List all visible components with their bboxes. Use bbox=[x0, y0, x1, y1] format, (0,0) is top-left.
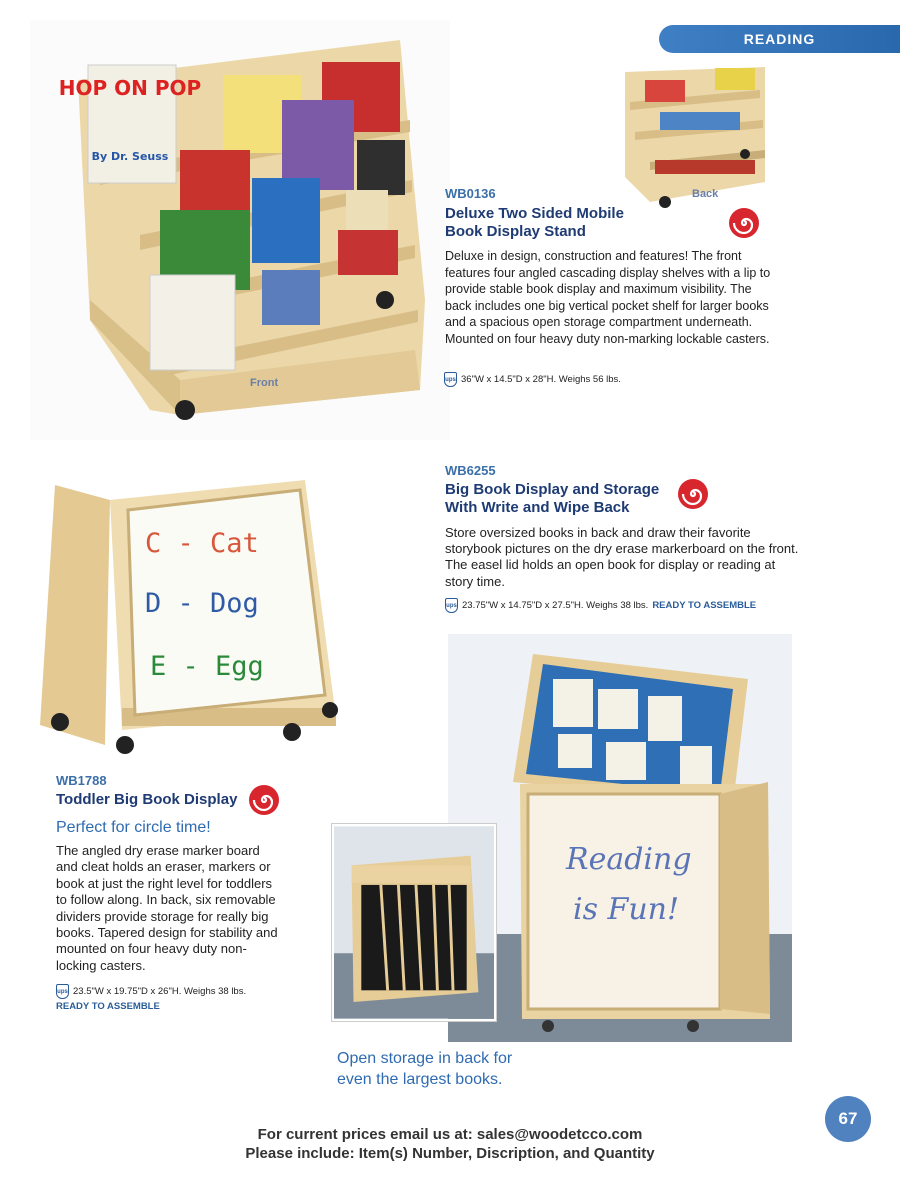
svg-text:E - Egg: E - Egg bbox=[150, 651, 264, 682]
product-sku-wb1788: WB1788 bbox=[56, 773, 107, 788]
product-sku-wb0136: WB0136 bbox=[445, 186, 496, 201]
product-title-wb6255 bbox=[445, 481, 765, 517]
product-title-wb1788: Toddler Big Book Display bbox=[56, 791, 238, 808]
swirl-icon bbox=[728, 207, 760, 239]
product-title-line1: Big Book Display and Storage bbox=[445, 481, 660, 498]
svg-text:is Fun!: is Fun! bbox=[573, 892, 680, 927]
section-tab-reading: READING bbox=[659, 25, 900, 53]
product-sku-wb6255: WB6255 bbox=[445, 463, 496, 478]
caption-line2: even the largest books. bbox=[337, 1071, 503, 1088]
product-title-line2: With Write and Wipe Back bbox=[445, 499, 630, 516]
product-subtitle-wb1788: Perfect for circle time! bbox=[56, 819, 211, 836]
product-spec-wb0136 bbox=[444, 372, 621, 387]
product-description-wb0136: Deluxe in design, construction and features! The front features four angled cascading display shelves with a lip to provide stable book display and maximum visibility. The back includes one big vertical pocket shelf for larger books and a spacious open storage compartment underneath. Mounted on four heavy duty non-marking lockable casters. bbox=[445, 249, 771, 346]
product-image-wb0136-front bbox=[30, 20, 450, 440]
ups-icon: ups bbox=[444, 372, 457, 387]
svg-text:Reading: Reading bbox=[566, 842, 692, 877]
svg-text:By Dr. Seuss: By Dr. Seuss bbox=[91, 150, 169, 163]
ready-to-assemble-label: READY TO ASSEMBLE bbox=[56, 1001, 160, 1012]
spec-text: 23.75"W x 14.75"D x 27.5"H. Weighs 38 lbs. bbox=[462, 600, 649, 611]
product-description-wb6255: Store oversized books in back and draw their favorite storybook pictures on the dry erase markerboard on the front. The easel lid holds an open book for display or reading at story time. bbox=[445, 525, 799, 589]
ups-icon: ups bbox=[56, 984, 69, 999]
swirl-icon bbox=[248, 784, 280, 816]
caption-line1: Open storage in back for bbox=[337, 1050, 513, 1067]
spec-text: 23.5"W x 19.75"D x 26"H. Weighs 38 lbs. bbox=[73, 986, 247, 997]
ups-icon: ups bbox=[445, 598, 458, 613]
caption-open-storage bbox=[337, 1048, 512, 1090]
image-label-front: Front bbox=[250, 377, 279, 389]
svg-text:C - Cat: C - Cat bbox=[145, 528, 259, 559]
image-label-back: Back bbox=[692, 188, 719, 200]
ready-to-assemble-label: READY TO ASSEMBLE bbox=[652, 600, 757, 611]
svg-text:D - Dog: D - Dog bbox=[145, 588, 259, 619]
product-title-line2: Book Display Stand bbox=[445, 223, 586, 240]
product-image-wb1788 bbox=[30, 470, 350, 760]
product-title-wb0136 bbox=[445, 205, 745, 241]
product-image-wb6255-back bbox=[332, 824, 496, 1021]
product-spec-wb1788 bbox=[56, 984, 246, 999]
product-title-line1: Deluxe Two Sided Mobile bbox=[445, 205, 624, 222]
board-text bbox=[145, 528, 264, 682]
product-spec-wb6255 bbox=[445, 598, 756, 613]
svg-text:HOP ON POP: HOP ON POP bbox=[58, 76, 202, 100]
product-image-wb6255-front bbox=[448, 634, 792, 1042]
page-number: 67 bbox=[825, 1096, 871, 1142]
footer-instructions-line: Please include: Item(s) Number, Discription, and Quantity bbox=[245, 1145, 655, 1162]
swirl-icon bbox=[677, 478, 709, 510]
spec-text: 36"W x 14.5"D x 28"H. Weighs 56 lbs. bbox=[461, 374, 621, 385]
product-assemble-wb1788 bbox=[56, 1001, 160, 1012]
product-description-wb1788: The angled dry erase marker board and cleat holds an eraser, markers or book at just the right level for toddlers to follow along. In back, six removable dividers provide storage for really big books. Tapered design for stability and mounted on four heavy duty non-locking casters. bbox=[56, 843, 278, 973]
footer-contact-line: For current prices email us at: sales@woodetcco.com bbox=[257, 1126, 643, 1143]
